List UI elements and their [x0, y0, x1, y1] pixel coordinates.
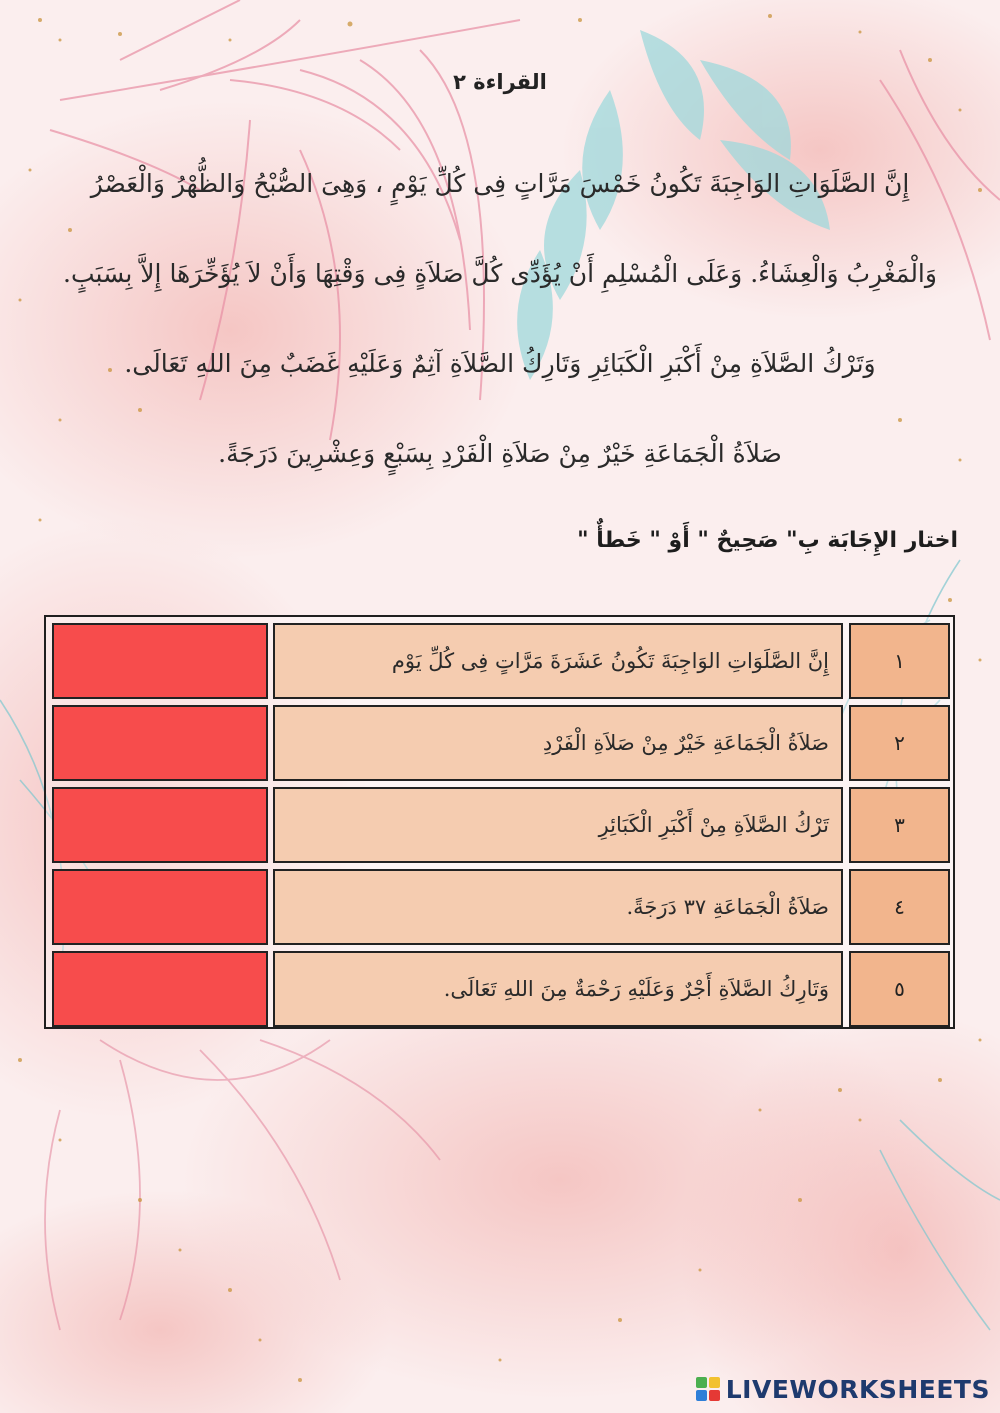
liveworksheets-logo [696, 1373, 990, 1405]
question-statement: صَلاَةُ الْجَمَاعَةِ خَيْرٌ مِنْ صَلاَةِ الْفَرْدِ [273, 705, 843, 781]
question-statement: صَلاَةُ الْجَمَاعَةِ ٣٧ دَرَجَةً. [273, 869, 843, 945]
table-row [46, 623, 953, 699]
passage-line: إِنَّ الصَّلَوَاتِ الوَاجِبَةَ تَكُونُ خَمْسَ مَرَّاتٍ فِى كُلِّ يَوْمٍ ، وَهِىَ الصُّبْحُ وَالظُّهْرُ وَالْعَصْرُ [90, 169, 910, 198]
brand-name: LIVEWORKSHEETS [725, 1374, 990, 1404]
question-statement: تَرْكُ الصَّلاَةِ مِنْ أَكْبَرِ الْكَبَائِرِ [273, 787, 843, 863]
question-statement: وَتَارِكُ الصَّلاَةِ أَجْرٌ وَعَلَيْهِ رَحْمَةٌ مِنَ اللهِ تَعَالَى. [273, 951, 843, 1027]
answer-dropzone[interactable] [52, 623, 268, 699]
table-row [46, 869, 953, 945]
table-row [46, 787, 953, 863]
passage-line: صَلاَةُ الْجَمَاعَةِ خَيْرٌ مِنْ صَلاَةِ الْفَرْدِ بِسَبْعٍ وَعِشْرِينَ دَرَجَةً. [218, 439, 782, 468]
question-number: ١ [849, 623, 950, 699]
answer-dropzone[interactable] [52, 705, 268, 781]
answer-dropzone[interactable] [52, 951, 268, 1027]
passage-line: وَتَرْكُ الصَّلاَةِ مِنْ أَكْبَرِ الْكَبَائِرِ وَتَارِكُ الصَّلاَةِ آثِمٌ وَعَلَيْهِ غَضَبٌ مِنَ اللهِ تَعَالَى. [124, 349, 876, 378]
passage-line: وَالْمَغْرِبُ وَالْعِشَاءُ. وَعَلَى الْمُسْلِمِ أَنْ يُؤَدِّى كُلَّ صَلاَةٍ فِى وَقْتِهَا وَأَنْ لاَ يُؤَخِّرَهَا إِلاَّ بِسَبَبٍ. [63, 259, 937, 288]
question-number: ٣ [849, 787, 950, 863]
liveworksheets-logo-icon [696, 1377, 720, 1401]
reading-passage [50, 150, 950, 510]
instruction-text: اختار الإِجَابَة بِ" صَحِيحٌ " أَوْ " خَطأٌ " [577, 528, 958, 553]
table-row [46, 951, 953, 1027]
table-row [46, 705, 953, 781]
answer-dropzone[interactable] [52, 869, 268, 945]
answer-dropzone[interactable] [52, 787, 268, 863]
page-title: القراءة ٢ [453, 70, 547, 94]
questions-table [44, 615, 955, 1029]
question-number: ٥ [849, 951, 950, 1027]
question-number: ٤ [849, 869, 950, 945]
question-statement: إِنَّ الصَّلَوَاتِ الوَاجِبَةَ تَكُونُ عَشَرَةَ مَرَّاتٍ فِى كُلِّ يَوْم [273, 623, 843, 699]
question-number: ٢ [849, 705, 950, 781]
